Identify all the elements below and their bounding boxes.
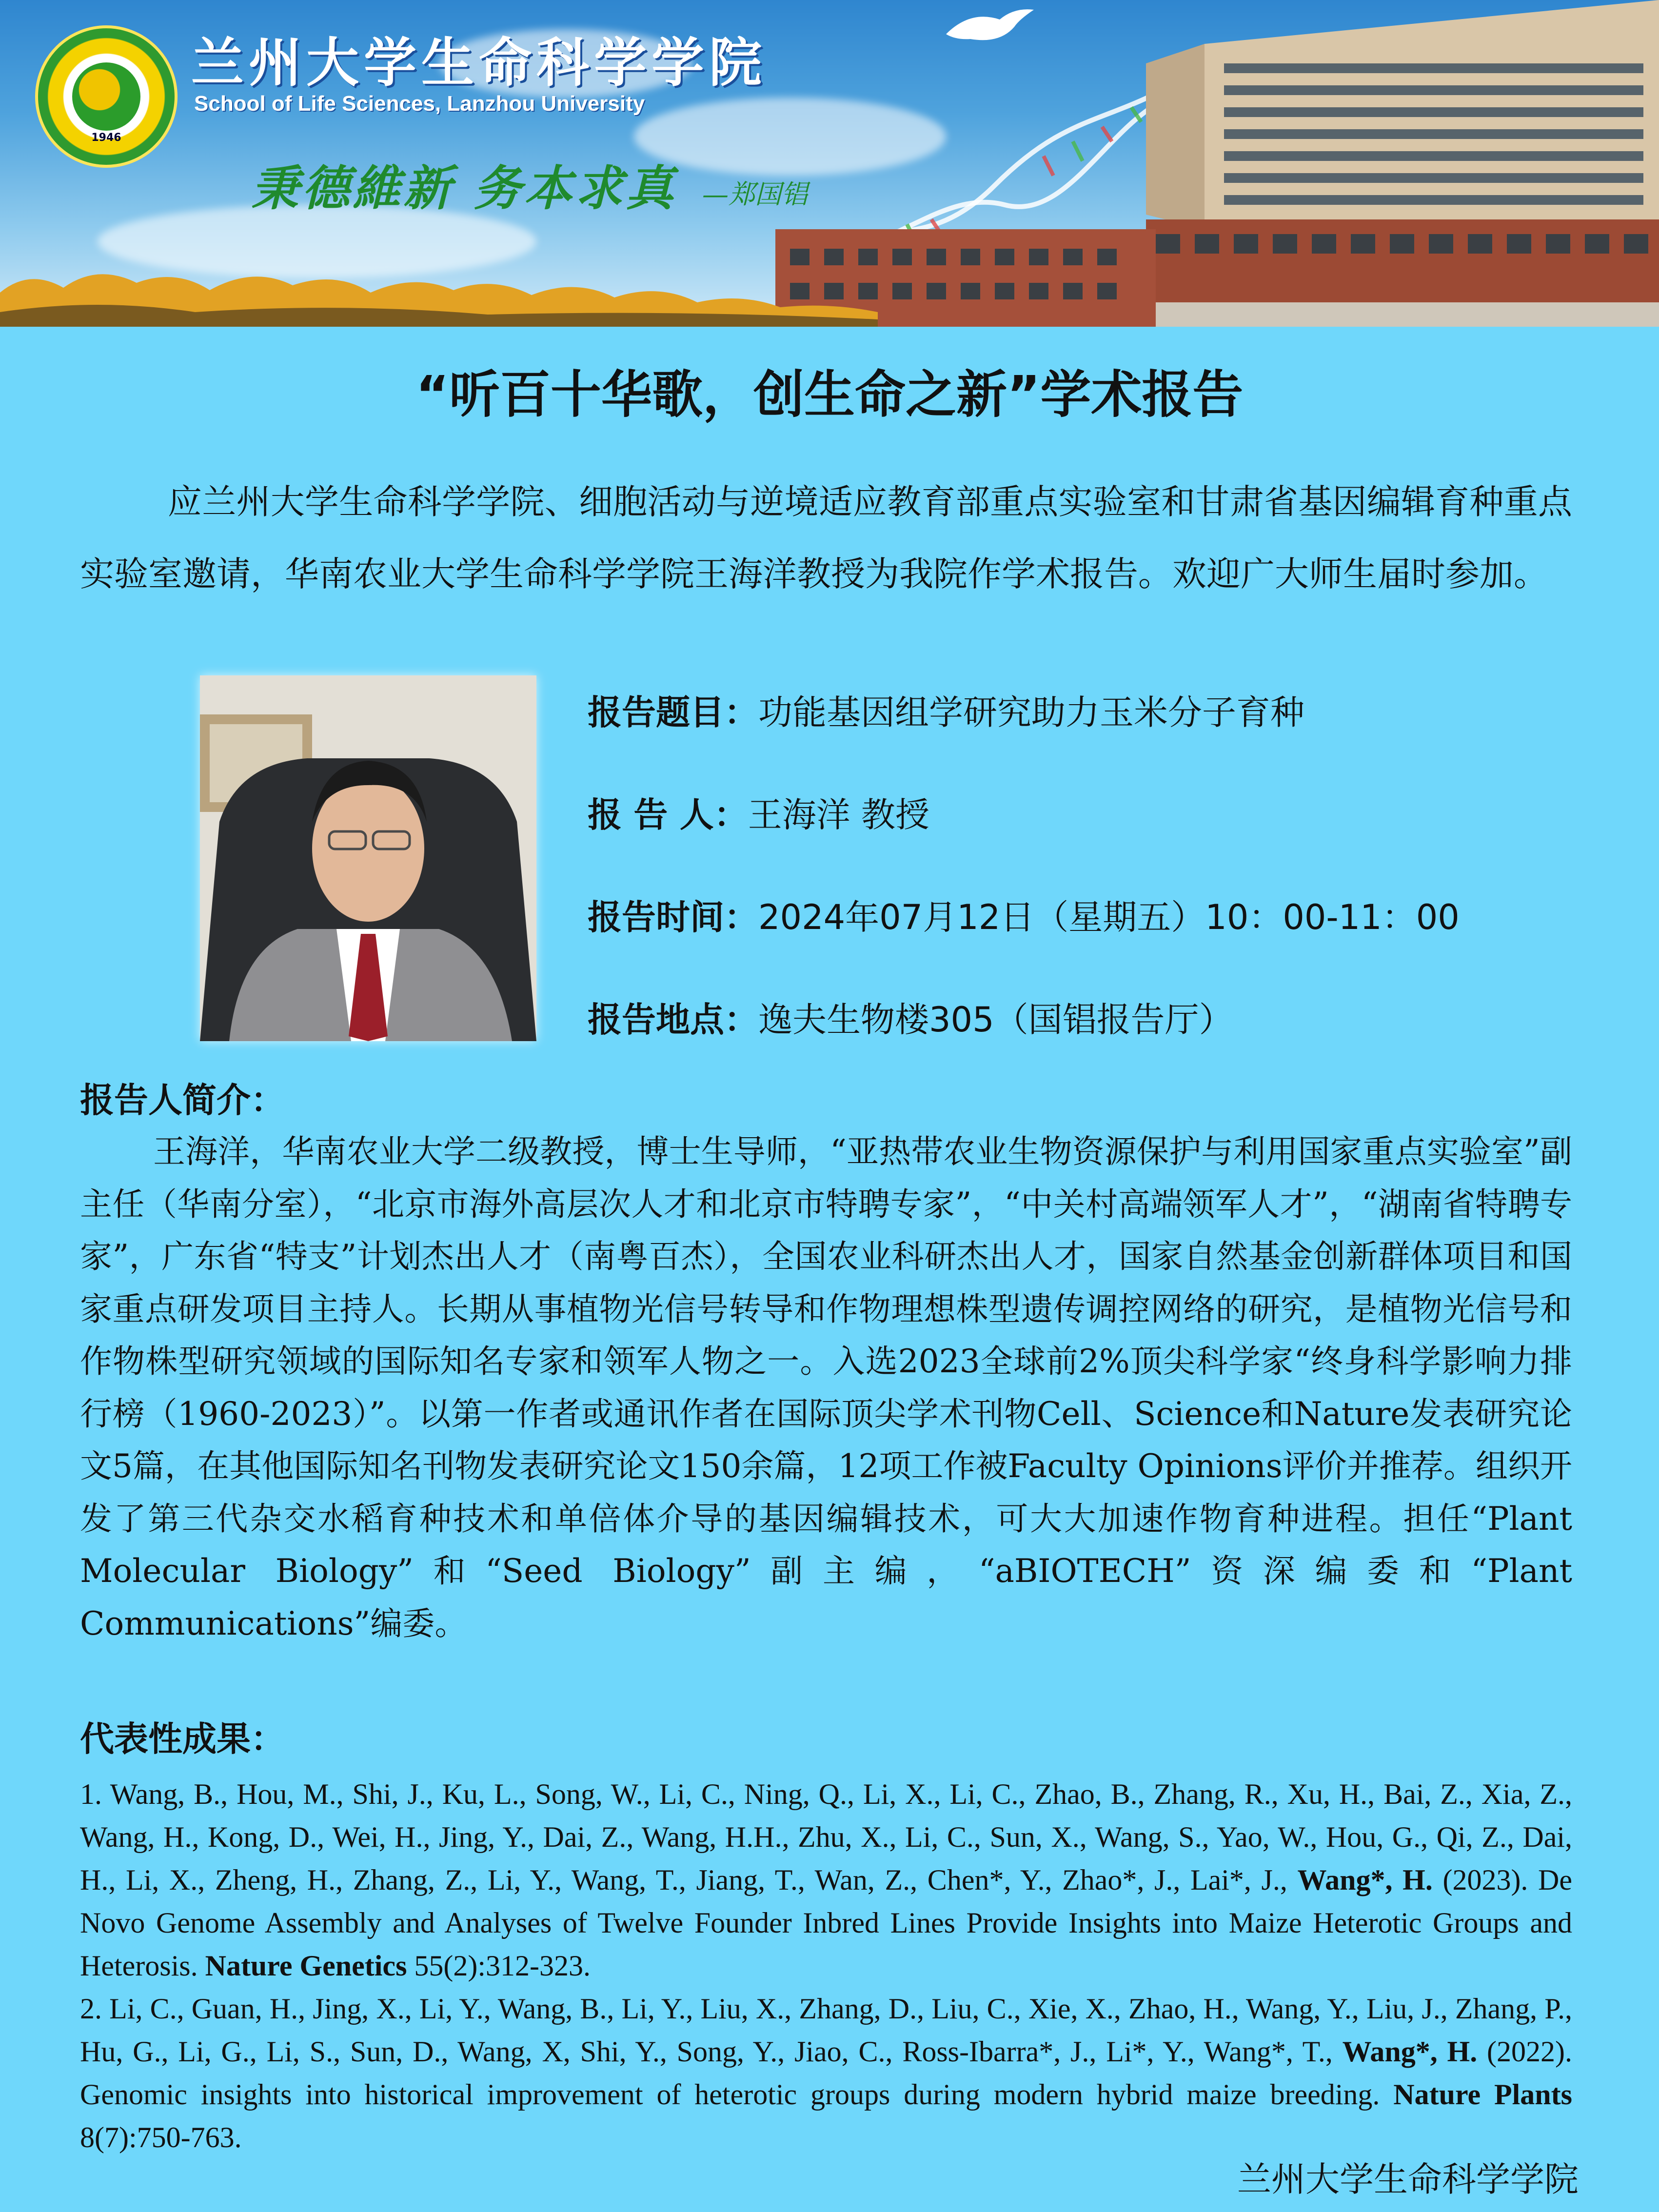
reference-speaker-author: Wang*, H. [1297, 1864, 1433, 1896]
motto-signature: —郑国锠 [702, 179, 808, 210]
detail-time-value: 2024年07月12日（星期五）10：00-11：00 [758, 897, 1460, 937]
speaker-photo [200, 675, 536, 1041]
intro-text: 应兰州大学生命科学学院、细胞活动与逆境适应教育部重点实验室和甘肃省基因编辑育种重点实验室邀请，华南农业大学生命科学学院王海洋教授为我院作学术报告。欢迎广大师生届时参加。 [80, 482, 1572, 594]
logo-emblem-icon [72, 62, 140, 131]
detail-place [588, 992, 1233, 1042]
detail-time-label: 报告时间： [588, 897, 758, 937]
autumn-trees-graphic [0, 263, 878, 327]
school-motto: 秉德維新 务本求真 [251, 160, 677, 217]
reference-item [80, 1987, 1572, 2159]
reference-item [80, 1773, 1572, 1987]
bio-text: 王海洋，华南农业大学二级教授，博士生导师，“亚热带农业生物资源保护与利用国家重点实验室”副主任（华南分室），“北京市海外高层次人才和北京市特聘专家”，“中关村高端领军人才”，“湖南省特聘专家”，广东省“特支”计划杰出人才（南粤百杰），全国农业科研杰出人才，国家自然基金创新群体项目和国家重点研发项目主持人。长期从事植物光信号转导和作物理想株型遗传调控网络的研究，是植物光信号和作物株型研究领域的国际知名专家和领军人物之一。入选2023全球前2%顶尖科学家“终身科学影响力排行榜（1960-2023）”。以第一作者或通讯作者在国际顶尖学术刊物Cell、Science和Nature发表研究论文5篇，在其他国际知名刊物发表研究论文150余篇，12项工作被Faculty Opinions评价并推荐。组织开发了第三代杂交水稻育种技术和单倍体介导的基因编辑技术，可大大加速作物育种进程。担任“Plant Molecular Biology”和“Seed Biology”副主编，“aBIOTECH”资深编委和“Plant Communications”编委。 [80, 1133, 1572, 1642]
reference-journal: Nature Genetics [205, 1950, 407, 1982]
detail-topic-label: 报告题目： [588, 692, 758, 732]
school-name-en: School of Life Sciences, Lanzhou University [194, 92, 645, 116]
reference-list [80, 1773, 1572, 2159]
detail-place-label: 报告地点： [588, 1000, 758, 1040]
reference-journal: Nature Plants [1393, 2078, 1573, 2111]
footer-signature: 兰州大学生命科学学院 [1237, 2159, 1579, 2199]
reference-title: (2023). De Novo Genome Assembly and Analyses of Twelve Founder Inbred Lines Provide Insights into Maize Heterotic Groups and Heterosis. [80, 1864, 1573, 1982]
achievements-heading: 代表性成果： [80, 1719, 285, 1759]
detail-time [588, 890, 1460, 939]
detail-place-value: 逸夫生物楼305（国锠报告厅） [758, 1000, 1233, 1040]
reference-speaker-author: Wang*, H. [1342, 2035, 1478, 2068]
university-logo [35, 25, 178, 168]
dove-icon [941, 5, 1039, 49]
bio-heading: 报告人简介： [80, 1080, 285, 1120]
logo-year: 1946 [91, 132, 121, 144]
detail-speaker [588, 788, 929, 837]
intro-paragraph [80, 466, 1572, 610]
detail-topic-value: 功能基因组学研究助力玉米分子育种 [758, 692, 1304, 732]
detail-speaker-value: 王海洋 教授 [748, 795, 930, 835]
reference-authors: 2. Li, C., Guan, H., Jing, X., Li, Y., Wang, B., Li, Y., Liu, X., Zhang, D., Liu, C., Xie, X., Zhao, H., Wang, Y., Liu, J., Zhang, P., Hu, G., Li, G., Li, S., Sun, D., Wang, X, Shi, Y., Song, Y., Jiao, C., Ross-Ibarra*, J., Li*, Y., Wang*, T., [80, 1993, 1572, 2068]
reference-volume: 8(7):750-763. [80, 2121, 242, 2153]
bio-paragraph [80, 1126, 1572, 1650]
speaker-portrait-graphic [200, 675, 536, 1041]
header-banner [0, 0, 1659, 327]
detail-topic [588, 685, 1304, 734]
detail-speaker-label: 报 告 人： [588, 795, 748, 835]
page-title: “听百十华歌，创生命之新”学术报告 [415, 365, 1244, 424]
school-name-cn: 兰州大学生命科学学院 [191, 33, 767, 94]
reference-volume: 55(2):312-323. [407, 1950, 591, 1982]
reference-authors: 1. Wang, B., Hou, M., Shi, J., Ku, L., Song, W., Li, C., Ning, Q., Li, X., Li, C., Zhao, B., Zhang, R., Xu, H., Bai, Z., Xia, Z., Wang, H., Kong, D., Wei, H., Jing, Y., Dai, Z., Wang, H.H., Zhu, X., Li, C., Sun, X., Wang, S., Yao, W., Hou, G., Qi, Z., Dai, H., Li, X., Zheng, H., Zhang, Z., Li, Y., Wang, T., Jiang, T., Wan, Z., Chen*, Y., Zhao*, J., Lai*, J., [80, 1778, 1572, 1896]
building-photo [1146, 0, 1659, 327]
reference-title: (2022). Genomic insights into historical improvement of heterotic groups during modern hybrid maize breeding. [80, 2035, 1572, 2111]
